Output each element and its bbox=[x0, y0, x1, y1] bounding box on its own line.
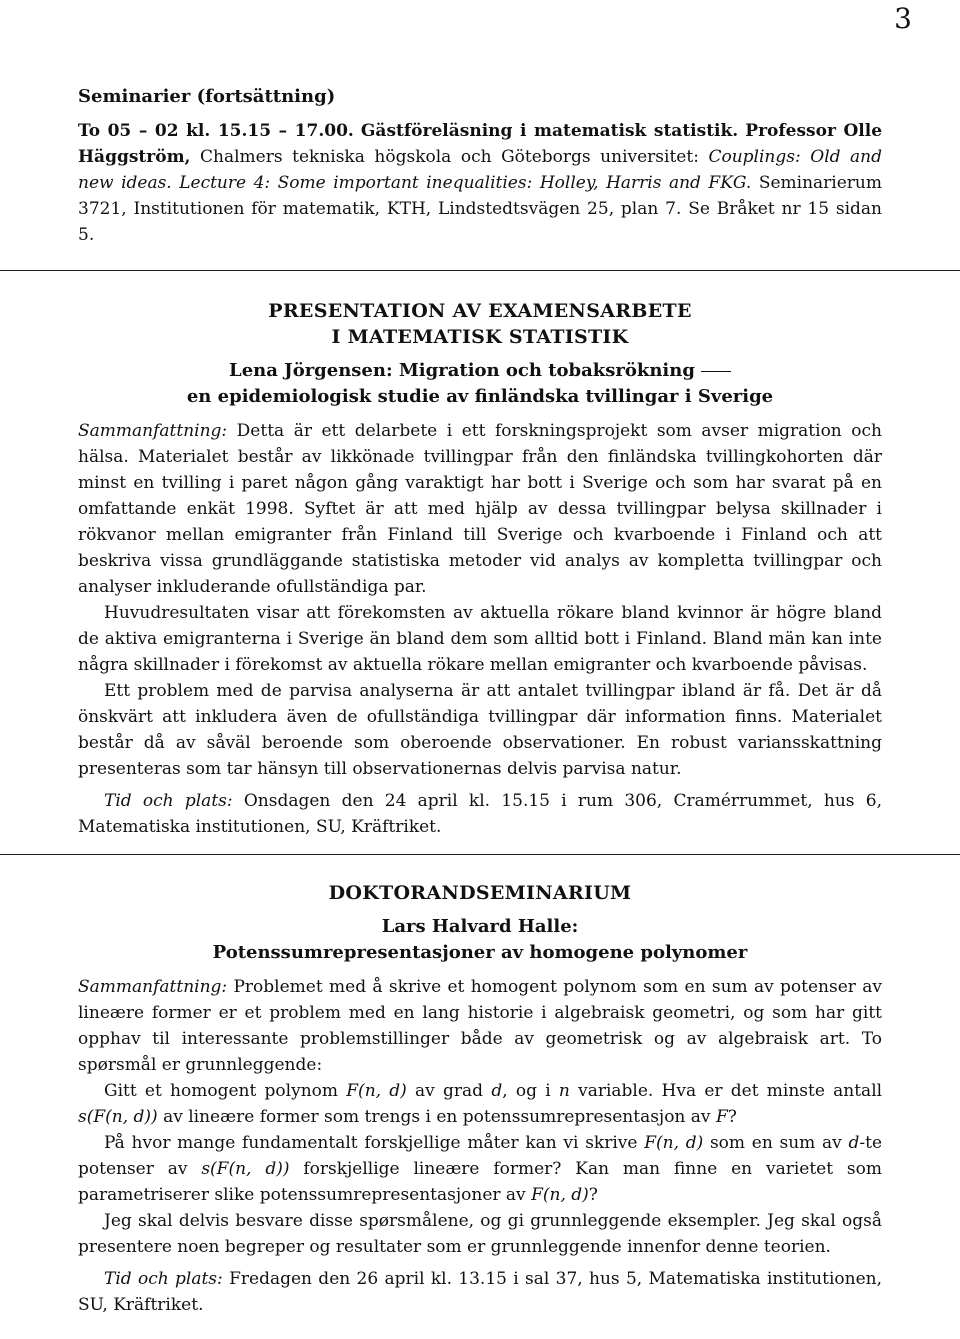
math-F: F bbox=[715, 1107, 728, 1127]
doctoral-section bbox=[78, 880, 882, 1318]
abstract-label: Sammanfattning: bbox=[78, 421, 228, 441]
page-number: 3 bbox=[894, 2, 912, 35]
section-divider bbox=[0, 854, 960, 855]
text-fragment: av grad bbox=[415, 1081, 484, 1101]
text-fragment: ? bbox=[588, 1185, 598, 1205]
seminar-affiliation: Chalmers tekniska högskola och Göteborgs universitet: bbox=[200, 147, 699, 167]
doctoral-paragraph-4: Jeg skal delvis besvare disse spørsmålene, og gi grunnleggende eksempler. Jeg skal også presentere noen begreper og resultater som er grunnleggende innenfor denne teorien. bbox=[78, 1211, 882, 1257]
text-fragment: , og i bbox=[502, 1081, 551, 1101]
text-fragment: forskjellige lineære former? Kan man finne en varietet som parametriserer slike potenssumrepresentasjoner av bbox=[78, 1159, 883, 1205]
text-fragment: variable. Hva er det minste antall bbox=[578, 1081, 883, 1101]
doctoral-paragraph-2 bbox=[78, 1078, 882, 1130]
abstract-paragraph-1: Detta är ett delarbete i ett forskningsprojekt som avser migration och hälsa. Materialet består av likkönade tvillingpar från den finländska tvillingkohorten där minst en tvilling i paret någon gång varaktigt har bott i Sverige och som har svarat på en omfattande enkät 1998. Syftet är att med hjälp av dessa tvillingpar belysa skillnader i rökvanor mellan emigranter från Finland till Sverige och kvarboende i Finland och att beskriva vissa grundläggande statistiska metoder vid analys av kompletta tvillingpar och analyser inkluderande ofullständiga par. bbox=[78, 421, 882, 597]
math-s-F-n-d: s(F(n, d)) bbox=[201, 1159, 290, 1179]
presentation-abstract bbox=[78, 418, 882, 840]
math-F-n-d: F(n, d) bbox=[644, 1133, 704, 1153]
doctoral-paragraph-3 bbox=[78, 1130, 882, 1208]
page-content bbox=[78, 84, 882, 248]
presentation-title bbox=[78, 358, 882, 384]
seminar-title: Couplings: Old and new ideas. Lecture 4: Some important inequalities: Holley, Harris and FKG. bbox=[78, 147, 883, 193]
text-fragment: På hvor mange fundamentalt forskjellige måter kan vi skrive bbox=[104, 1133, 638, 1153]
doctoral-abstract bbox=[78, 974, 882, 1318]
presentation-heading-line2: I MATEMATISK STATISTIK bbox=[331, 326, 629, 348]
seminar-date-time: To 05 – 02 kl. 15.15 – 17.00. bbox=[78, 121, 354, 141]
presentation-heading-line1: PRESENTATION AV EXAMENSARBETE bbox=[268, 300, 692, 322]
math-s-F-n-d: s(F(n, d)) bbox=[78, 1107, 158, 1127]
abstract-paragraph-3: Ett problem med de parvisa analyserna är att antalet tvillingpar ibland är få. Det är då önskvärt att inkludera även de ofullständiga tvillingpar där information finns. Materialet består då av såväl beroende som oberoende observationer. En robust variansskattning presenteras som tar hänsyn till observationernas delvis parvisa natur. bbox=[78, 681, 882, 779]
time-place-label: Tid och plats: bbox=[104, 1269, 223, 1289]
em-dash bbox=[701, 371, 731, 372]
text-fragment: -te potenser av bbox=[78, 1133, 883, 1179]
math-d: d bbox=[848, 1133, 860, 1153]
time-place-text: Fredagen den 26 april kl. 13.15 i sal 37, hus 5, Matematiska institutionen, SU, Kräftriket. bbox=[78, 1269, 882, 1315]
presentation-title-line1: Lena Jörgensen: Migration och tobaksrökning bbox=[229, 360, 695, 381]
doctoral-paragraph-1: Problemet med å skrive et homogent polynom som en sum av potenser av lineære former er et problem med en lang historie i algebraisk geometri, og som har gitt opphav til interessante problemstillinger både av geometrisk og av algebraisk art. To spørsmål er grunnleggende: bbox=[78, 977, 882, 1075]
seminars-heading: Seminarier (fortsättning) bbox=[78, 86, 336, 107]
math-d: d bbox=[491, 1081, 503, 1101]
doctoral-heading: DOKTORANDSEMINARIUM bbox=[328, 882, 632, 904]
math-F-n-d: F(n, d) bbox=[346, 1081, 407, 1101]
time-place-text: Onsdagen den 24 april kl. 15.15 i rum 306, Cramérrummet, hus 6, Matematiska institutionen, SU, Kräftriket. bbox=[78, 791, 882, 837]
section-divider bbox=[0, 270, 960, 271]
abstract-label: Sammanfattning: bbox=[78, 977, 228, 997]
time-place-label: Tid och plats: bbox=[104, 791, 233, 811]
doctoral-title: Potenssumrepresentasjoner av homogene polynomer bbox=[212, 942, 748, 963]
text-fragment: ? bbox=[727, 1107, 737, 1127]
text-fragment: som en sum av bbox=[709, 1133, 842, 1153]
seminar-speaker: Professor Olle Häggström, bbox=[78, 121, 883, 167]
seminar-place: Seminarierum 3721, Institutionen för matematik, KTH, Lindstedtsvägen 25, plan 7. Se Bråket nr 15 sidan 5. bbox=[78, 173, 882, 245]
seminar-entry bbox=[78, 118, 882, 248]
doctoral-speaker: Lars Halvard Halle: bbox=[381, 916, 579, 937]
math-F-n-d: F(n, d) bbox=[531, 1185, 589, 1205]
text-fragment: av lineære former som trengs i en potenssumrepresentasjon av bbox=[163, 1107, 711, 1127]
text-fragment: Gitt et homogent polynom bbox=[104, 1081, 339, 1101]
seminar-type: Gästföreläsning i matematisk statistik. bbox=[360, 121, 739, 141]
presentation-section bbox=[78, 298, 882, 840]
abstract-paragraph-2: Huvudresultaten visar att förekomsten av aktuella rökare bland kvinnor är högre bland de aktiva emigranterna i Sverige än bland dem som alltid bott i Finland. Bland män kan inte några skillnader i förekomst av aktuella rökare mellan emigranter och kvarboende påvisas. bbox=[78, 603, 882, 675]
presentation-title-line2: en epidemiologisk studie av finländska tvillingar i Sverige bbox=[186, 386, 774, 407]
math-n: n bbox=[558, 1081, 570, 1101]
